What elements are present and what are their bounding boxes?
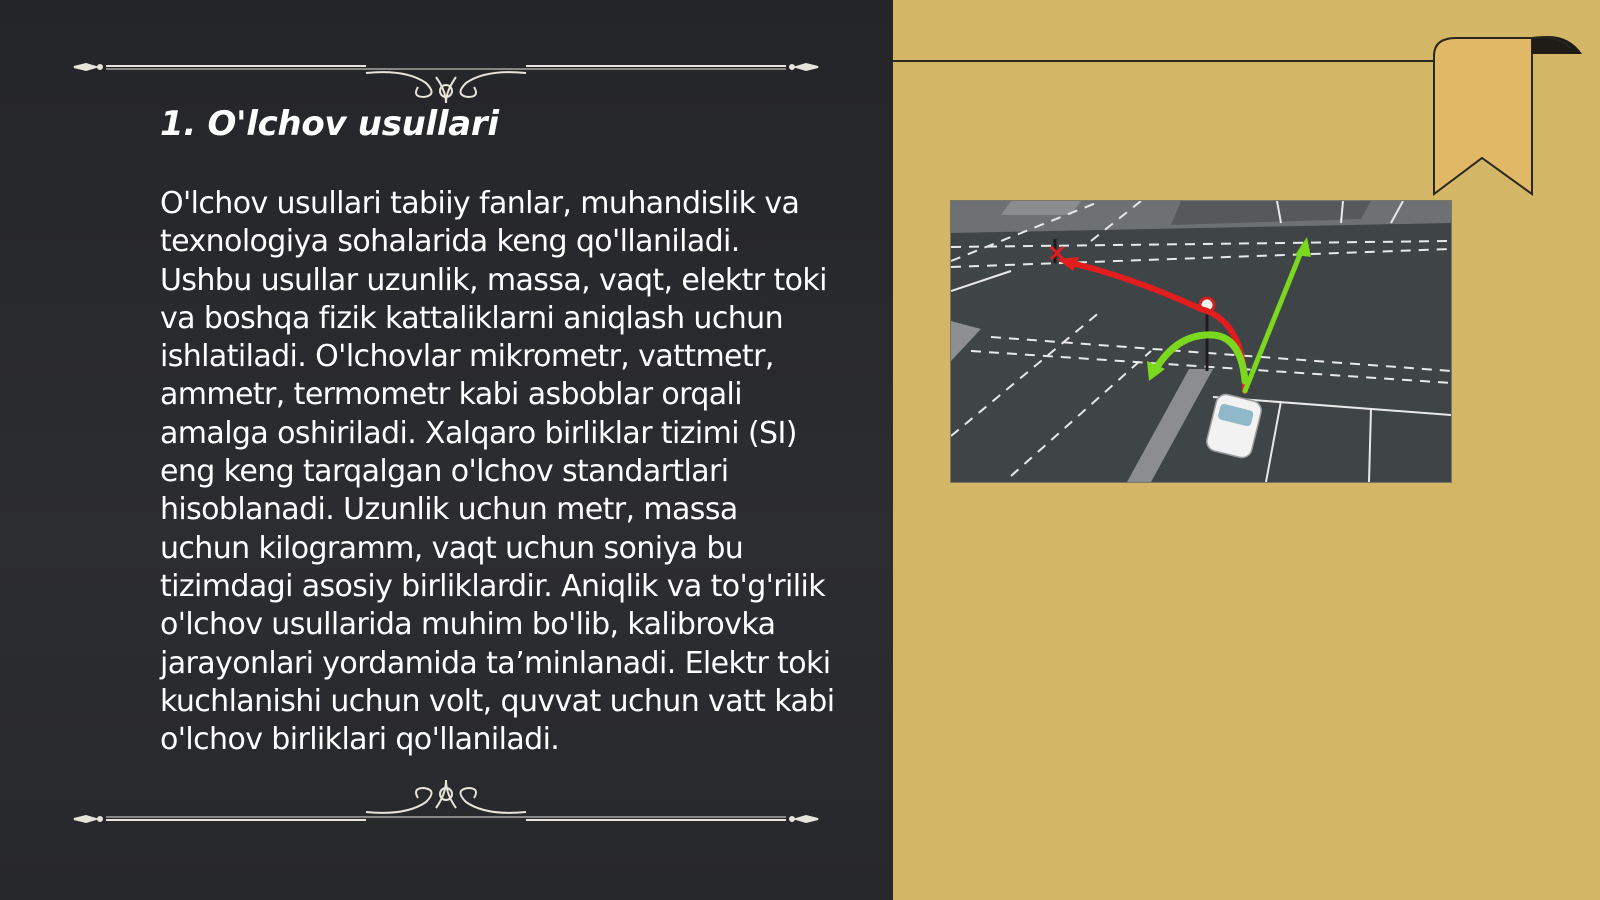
slide-title: 1. O'lchov usullari [160, 104, 499, 144]
horizontal-rule [893, 60, 1438, 62]
bookmark-ribbon-icon [1432, 34, 1600, 204]
intersection-image [950, 200, 1452, 483]
intersection-illustration [951, 201, 1451, 482]
bottom-ornament [66, 770, 826, 830]
slide-paragraph: O'lchov usullari tabiiy fanlar, muhandislik va texnologiya sohalarida keng qo'llaniladi. Ushbu usullar uzunlik, massa, vaqt, elektr toki va boshqa fizik kattaliklarni aniqlash uchun ishlatiladi. O'lchovlar mikrometr, vattmetr, ammetr, termometr kabi asboblar orqali amalga oshiriladi. Xalqaro birliklar tizimi (SI) eng keng tarqalgan o'lchov standartlari hisoblanadi. Uzunlik uchun metr, massa uchun kilogramm, vaqt uchun soniya bu tizimdagi asosiy birliklardir. Aniqlik va to'g'rilik o'lchov usullarida muhim bo'lib, kalibrovka jarayonlari yordamida ta’minlanadi. Elektr toki kuchlanishi uchun volt, quvvat uchun vatt kabi o'lchov birliklari qo'llaniladi. [160, 186, 835, 758]
